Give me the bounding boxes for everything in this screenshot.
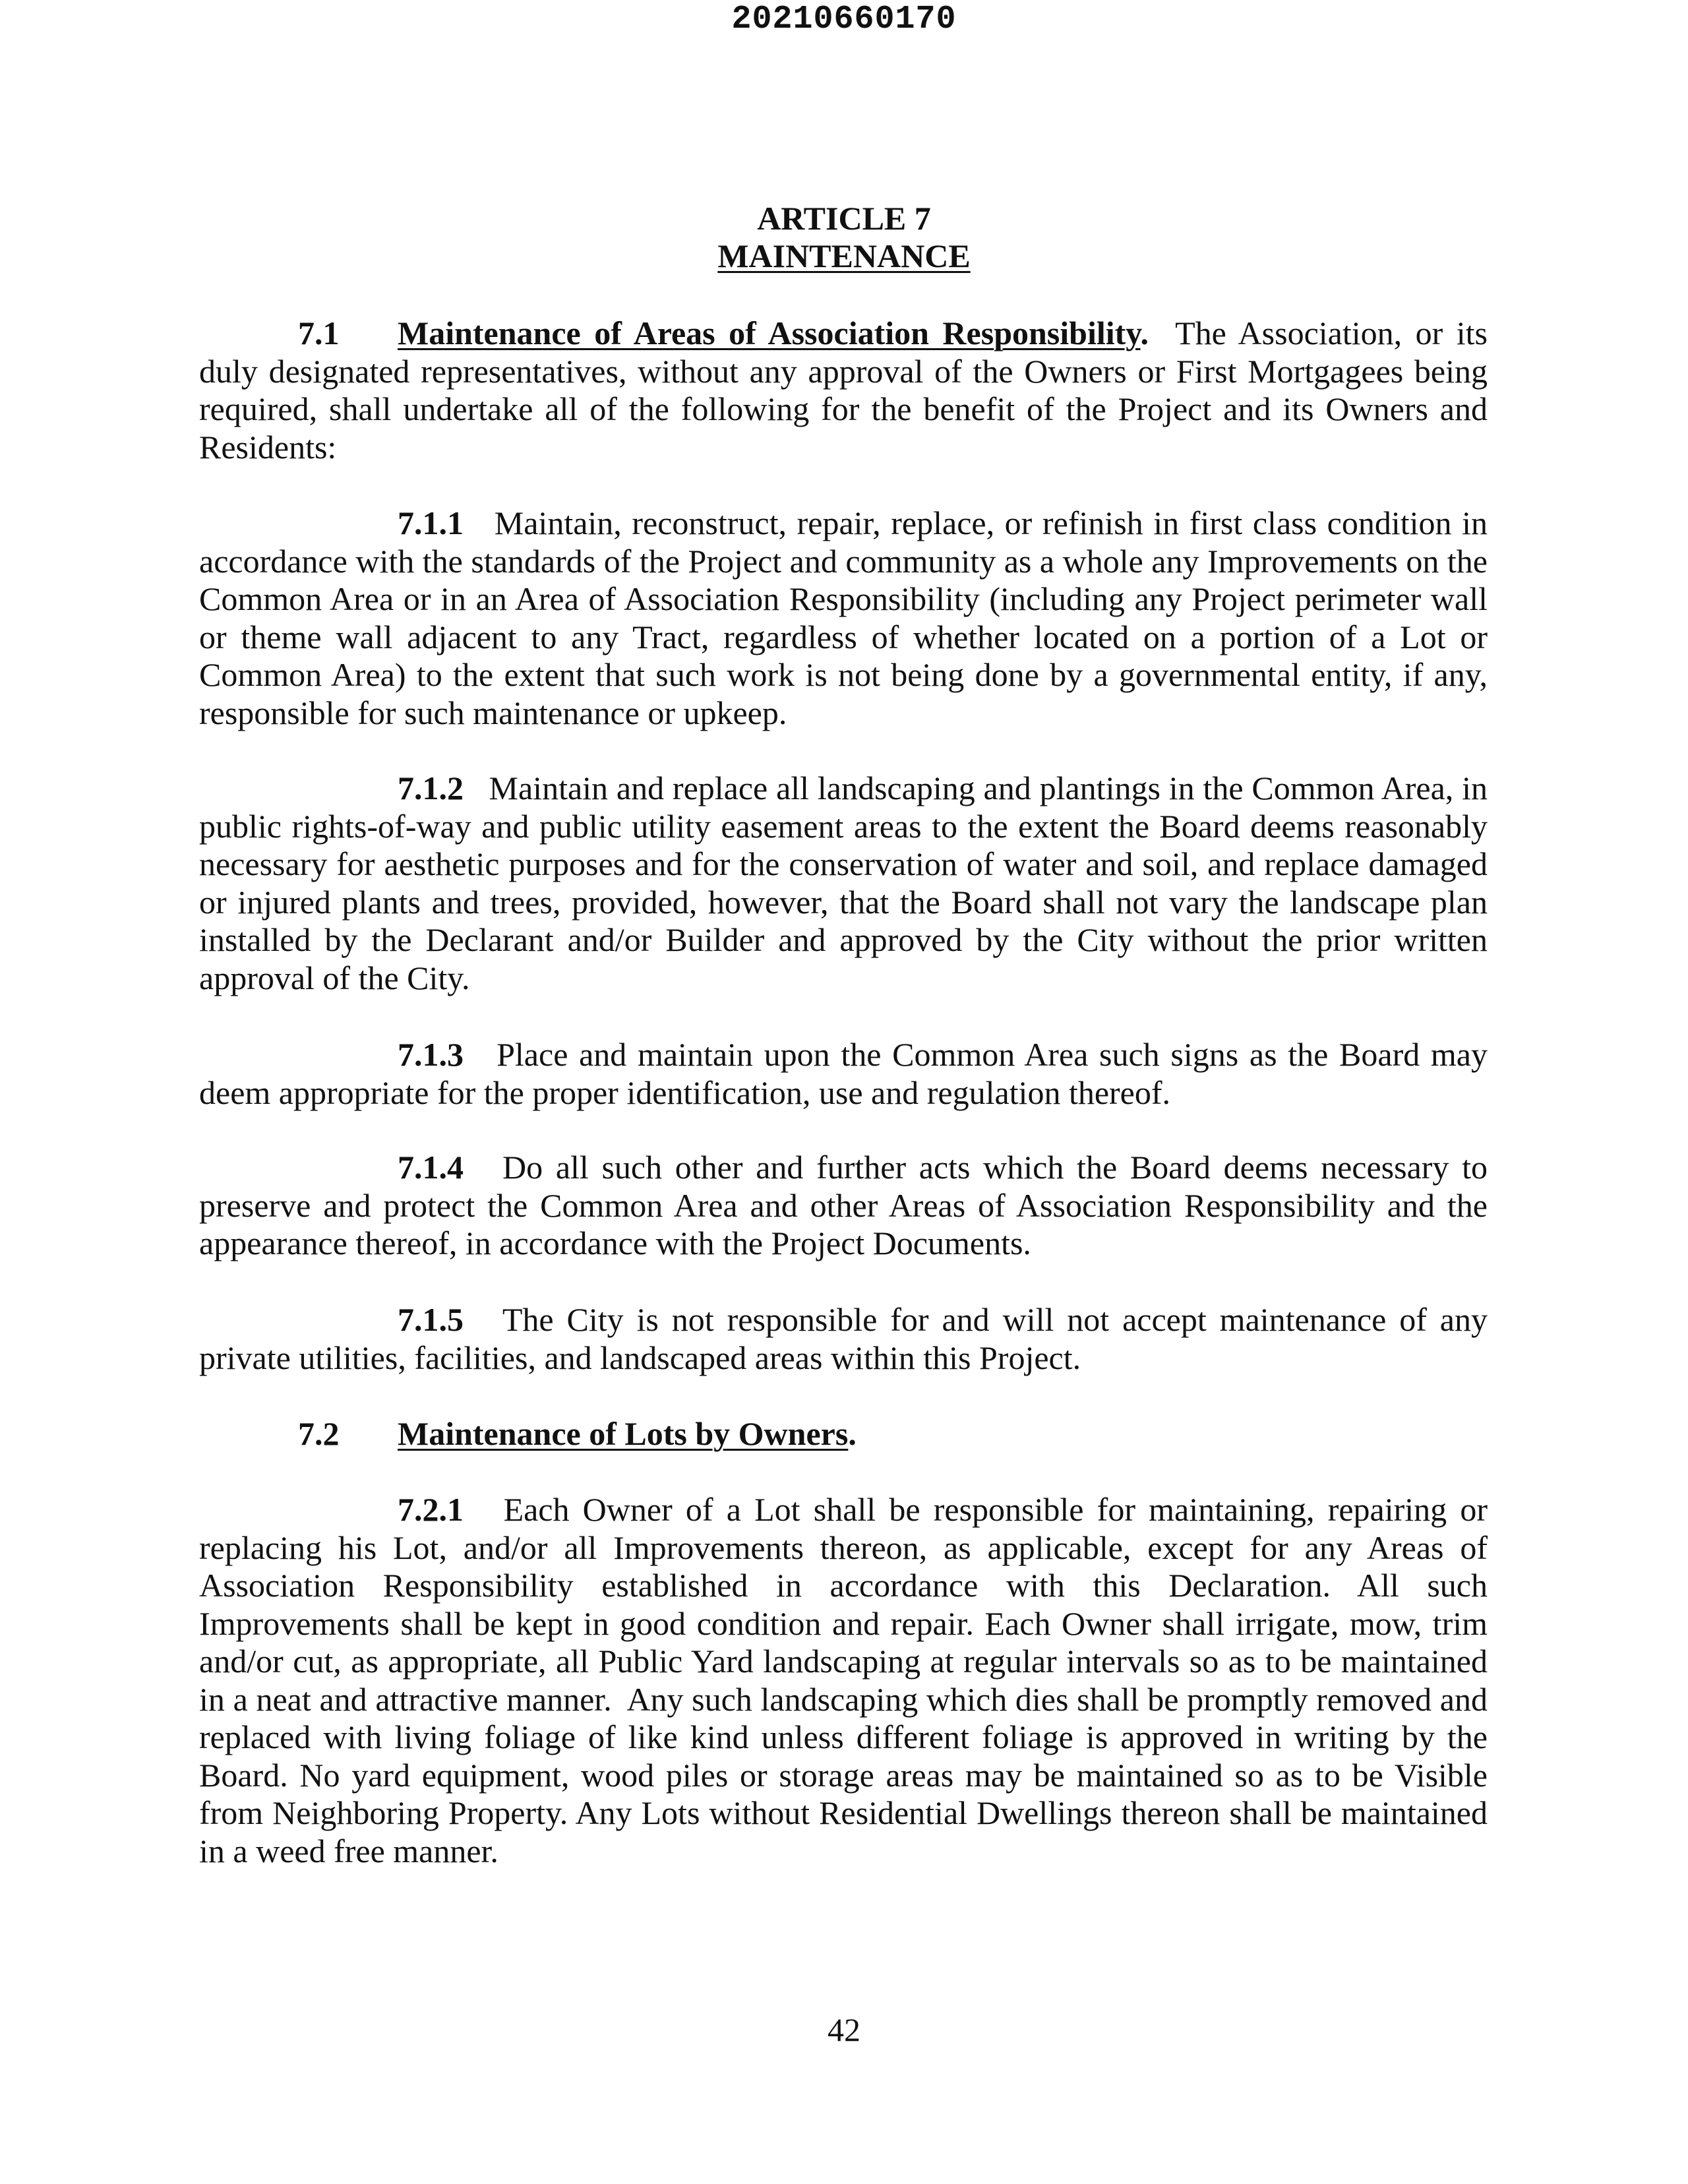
section-number: 7.2 — [298, 1415, 340, 1452]
document-number: 20210660170 — [731, 1, 957, 38]
section-number: 7.2.1 — [398, 1491, 464, 1528]
section-heading-period: . — [1140, 315, 1149, 351]
section-text: Do all such other and further acts which the Board deems necessary to preserve and protect the Common Area and other Areas of Association Responsibility and the appearance thereof, in accordance with the Project Documents. — [199, 1149, 1488, 1261]
section-heading-period: . — [848, 1415, 857, 1452]
section-7-1-4 — [199, 1149, 1488, 1263]
article-label: ARTICLE 7 — [757, 200, 931, 237]
section-number: 7.1.1 — [398, 504, 464, 541]
section-text: Each Owner of a Lot shall be responsible for maintaining, repairing or replacing his Lot, and/or all Improvements thereon, as applicable, except for any Areas of Association Responsibility established in accordance with this Declaration. All such Improvements shall be kept in good condition and repair. Each Owner shall irrigate, mow, trim and/or cut, as appropriate, all Public Yard landscaping at regular intervals so as to be maintained in a neat and attractive manner. Any such landscaping which dies shall be promptly removed and replaced with living foliage of like kind unless different foliage is approved in writing by the Board. No yard equipment, wood piles or storage areas may be maintained so as to be Visible from Neighboring Property. Any Lots without Residential Dwellings thereon shall be maintained in a weed free manner. — [199, 1491, 1496, 1869]
section-text: The Association, or its duly designated representatives, without any approval of the Owners or First Mortgagees being required, shall undertake all of the following for the benefit of the Project and its Owners and Residents: — [199, 315, 1496, 466]
section-number: 7.1 — [298, 315, 340, 351]
section-7-1-3 — [199, 1036, 1488, 1112]
section-text: Maintain, reconstruct, repair, replace, or refinish in first class condition in accordance with the standards of the Project and community as a whole any Improvements on the Common Area or in an Area of Association Responsibility (including any Project perimeter wall or theme wall adjacent to any Tract, regardless of whether located on a portion of a Lot or Common Area) to the extent that such work is not being done by a governmental entity, if any, responsible for such maintenance or upkeep. — [199, 504, 1488, 731]
section-number: 7.1.2 — [398, 770, 464, 806]
section-text: Place and maintain upon the Common Area such signs as the Board may deem appropriate for the proper identification, use and regulation thereof. — [199, 1036, 1488, 1111]
section-7-1-2 — [199, 770, 1488, 997]
section-heading: Maintenance of Areas of Association Responsibility — [398, 315, 1141, 351]
section-text: The City is not responsible for and will not accept maintenance of any private utilities, facilities, and landscaped areas within this Project. — [199, 1301, 1488, 1376]
section-7-1-1 — [199, 504, 1488, 732]
article-title — [0, 237, 1688, 276]
section-7-1 — [199, 315, 1496, 466]
section-7-2-1 — [199, 1491, 1496, 1870]
section-number: 7.1.5 — [398, 1301, 464, 1338]
section-number: 7.1.3 — [398, 1036, 464, 1073]
article-title-text: MAINTENANCE — [717, 237, 971, 274]
section-7-2 — [199, 1415, 1488, 1453]
page-number: 42 — [828, 2011, 860, 2048]
section-number: 7.1.4 — [398, 1149, 464, 1186]
section-7-1-5 — [199, 1301, 1488, 1377]
section-text: Maintain and replace all landscaping and plantings in the Common Area, in public rights-of-way and public utility easement areas to the extent the Board deems reasonably necessary for aesthetic purposes and for the conservation of water and soil, and replace damaged or injured plants and trees, provided, however, that the Board shall not vary the landscape plan installed by the Declarant and/or Builder and approved by the City without the prior written approval of the City. — [199, 770, 1488, 996]
section-heading: Maintenance of Lots by Owners — [398, 1415, 849, 1452]
